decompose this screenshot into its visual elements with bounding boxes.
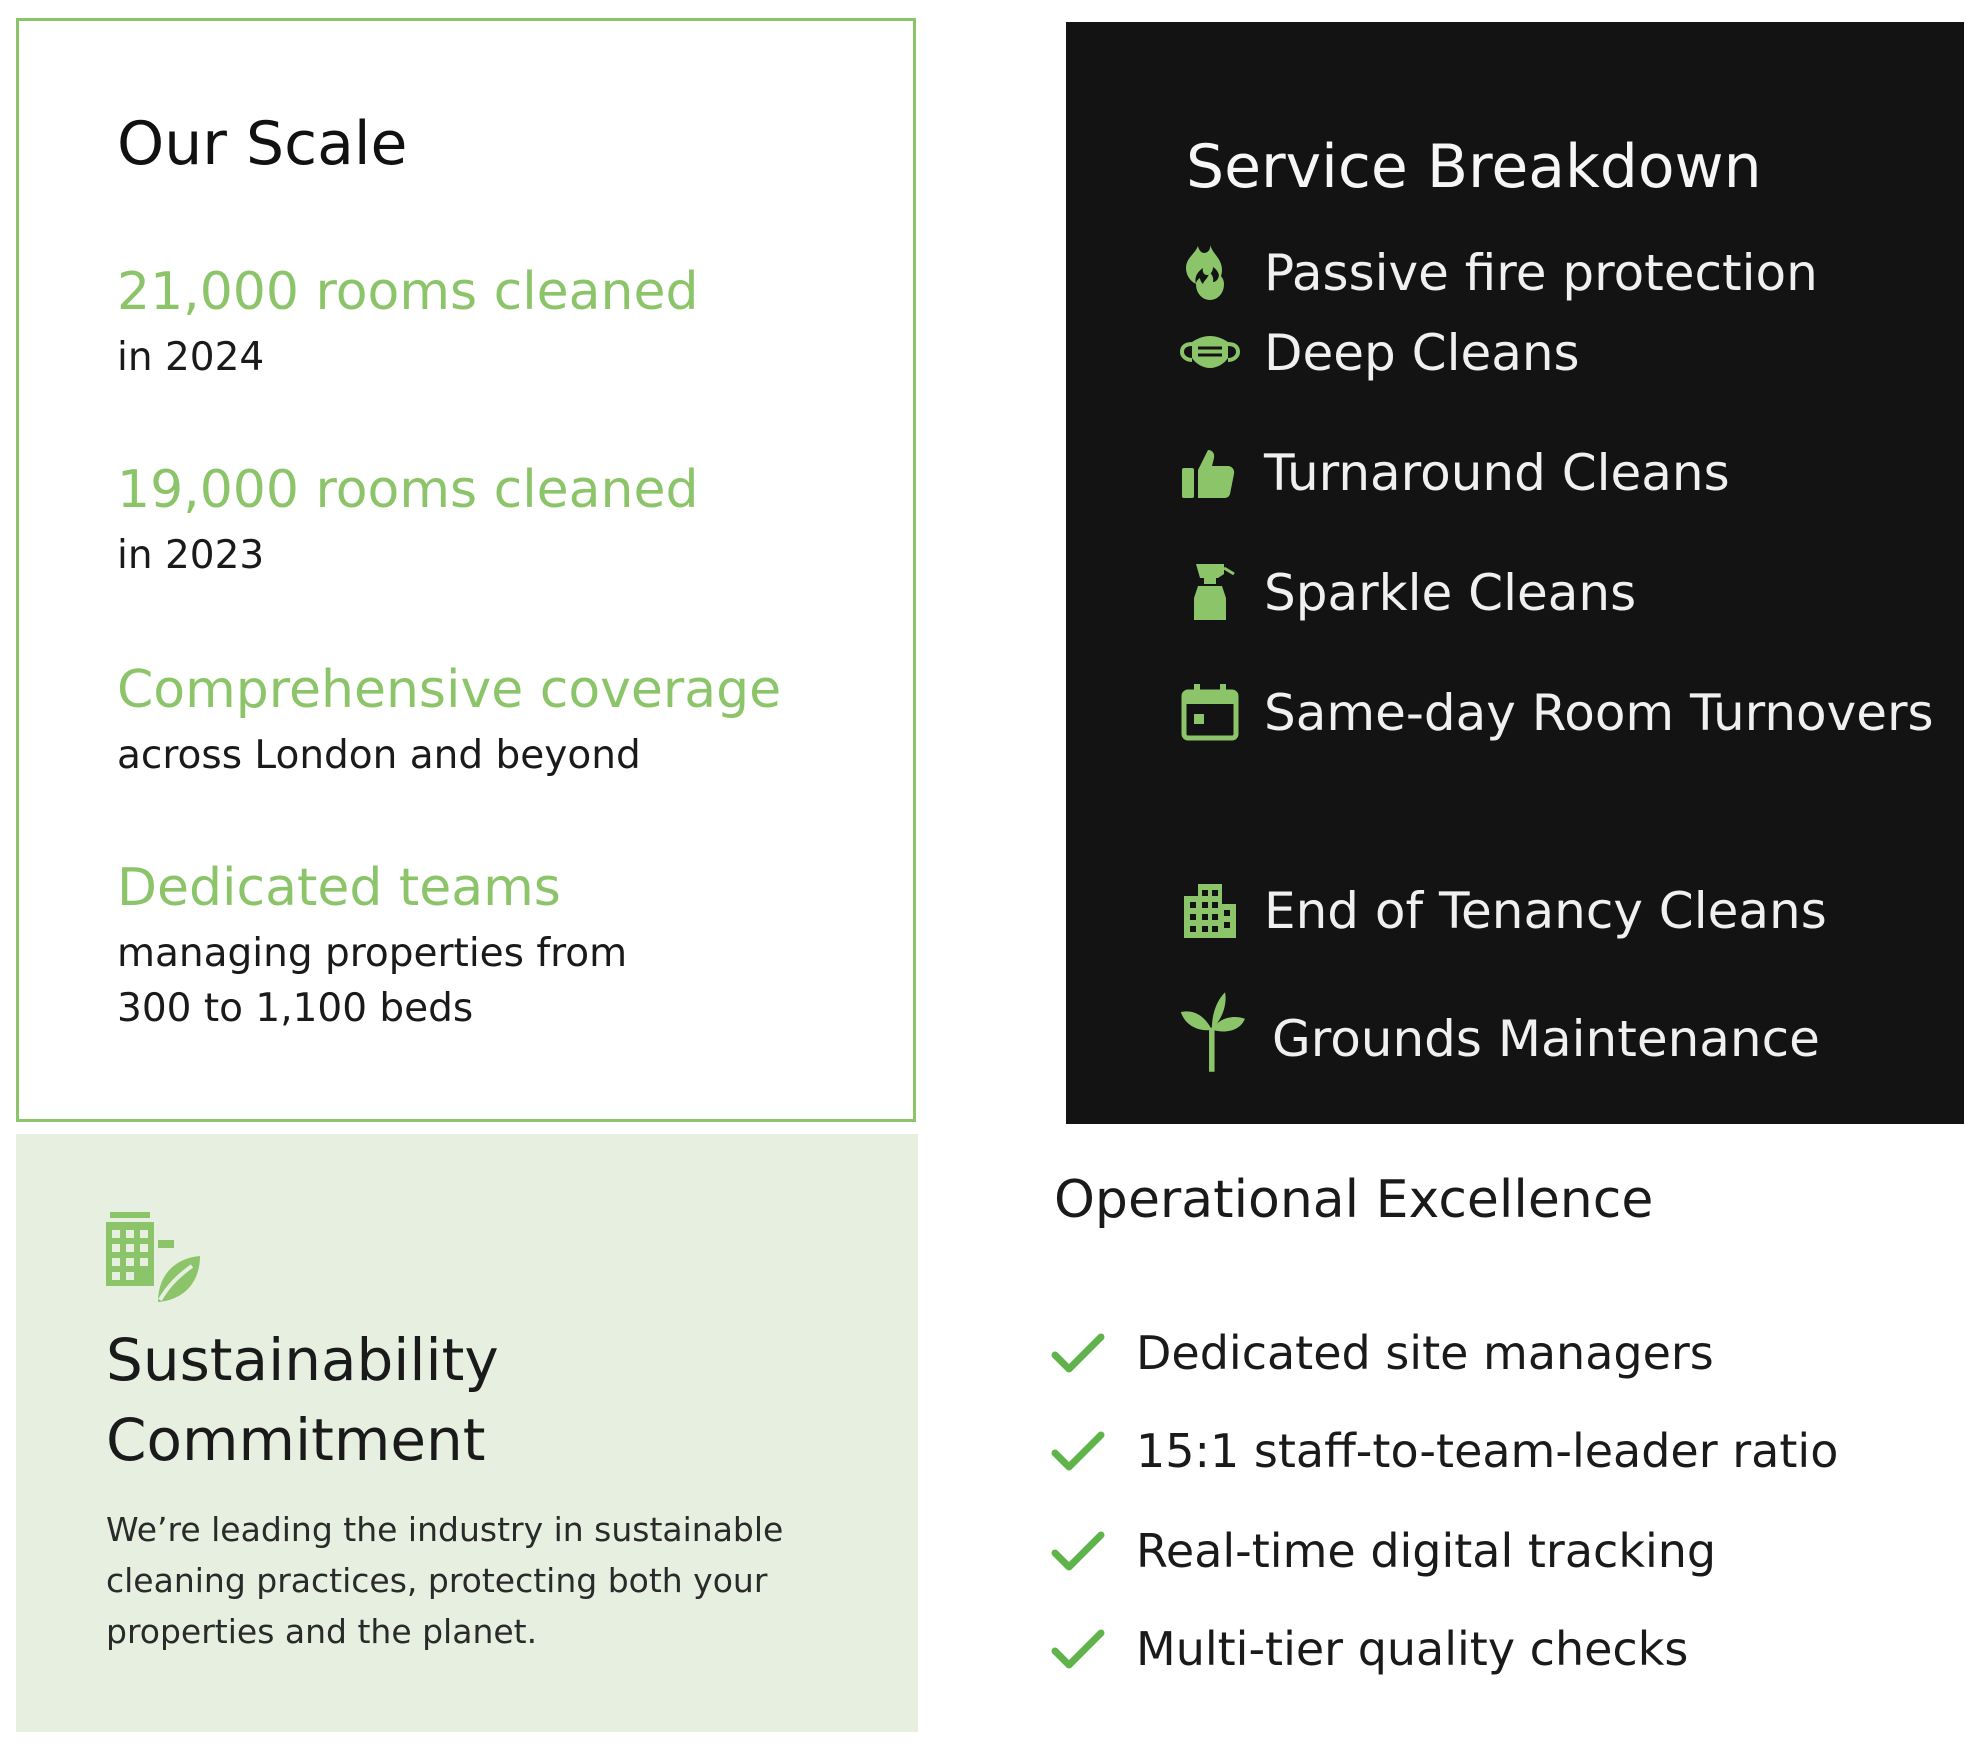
service-item-same-day (1178, 674, 1934, 752)
calendar-icon (1178, 680, 1242, 744)
fire-icon (1178, 240, 1242, 304)
service-item-grounds (1178, 1000, 1820, 1078)
service-label: Same-day Room Turnovers (1264, 684, 1934, 742)
ops-item-label: Dedicated site managers (1136, 1326, 1714, 1380)
operational-excellence-title: Operational Excellence (1054, 1170, 1654, 1230)
ops-list-item (1050, 1424, 1838, 1478)
stat-detail: across London and beyond (117, 733, 641, 779)
service-label: Sparkle Cleans (1264, 564, 1637, 622)
service-breakdown-panel (1066, 22, 1964, 1124)
operational-excellence-panel (1050, 1160, 1960, 1730)
sustainability-body: We’re leading the industry in sustainable cleaning practices, protecting both your properties and the planet. (106, 1510, 784, 1651)
stat-headline: 21,000 rooms cleaned (117, 262, 699, 322)
stat-headline: Comprehensive coverage (117, 660, 782, 720)
stat-headline: Dedicated teams (117, 858, 561, 918)
ops-list-item (1050, 1622, 1688, 1676)
ops-list-item (1050, 1326, 1714, 1380)
service-item-passive-fire (1178, 234, 1818, 312)
stat-detail: in 2024 (117, 335, 265, 381)
eco-building-icon (102, 1212, 202, 1308)
spray-bottle-icon (1178, 560, 1242, 624)
check-icon (1050, 1427, 1106, 1475)
service-breakdown-title: Service Breakdown (1186, 132, 1762, 202)
ops-list-item (1050, 1524, 1716, 1578)
service-label: Deep Cleans (1264, 324, 1580, 382)
sustainability-title: Sustainability Commitment (106, 1326, 499, 1474)
service-label: End of Tenancy Cleans (1264, 882, 1827, 940)
service-label: Grounds Maintenance (1272, 1010, 1820, 1068)
thumbs-up-icon (1178, 440, 1242, 504)
check-icon (1050, 1329, 1106, 1377)
service-item-sparkle (1178, 554, 1636, 632)
stat-detail: in 2023 (117, 533, 265, 579)
building-icon (1178, 878, 1242, 942)
sprout-icon (1178, 990, 1250, 1074)
scale-stat (117, 261, 897, 386)
sustainability-panel (16, 1134, 918, 1732)
ops-item-label: 15:1 staff-to-team-leader ratio (1136, 1424, 1839, 1478)
face-mask-icon (1178, 320, 1242, 384)
our-scale-title: Our Scale (117, 109, 408, 179)
our-scale-panel (16, 18, 916, 1122)
stat-detail: managing properties from 300 to 1,100 beds (117, 931, 628, 1031)
service-label: Passive fire protection (1264, 244, 1818, 302)
stat-headline: 19,000 rooms cleaned (117, 460, 699, 520)
check-icon (1050, 1625, 1106, 1673)
scale-stat (117, 857, 897, 1037)
ops-item-label: Multi-tier quality checks (1136, 1622, 1689, 1676)
service-item-deep-cleans (1178, 314, 1580, 392)
scale-stat (117, 659, 897, 784)
scale-stat (117, 459, 897, 584)
check-icon (1050, 1527, 1106, 1575)
service-item-turnaround (1178, 434, 1730, 512)
service-label: Turnaround Cleans (1264, 444, 1730, 502)
service-item-end-of-tenancy (1178, 872, 1827, 950)
ops-item-label: Real-time digital tracking (1136, 1524, 1717, 1578)
